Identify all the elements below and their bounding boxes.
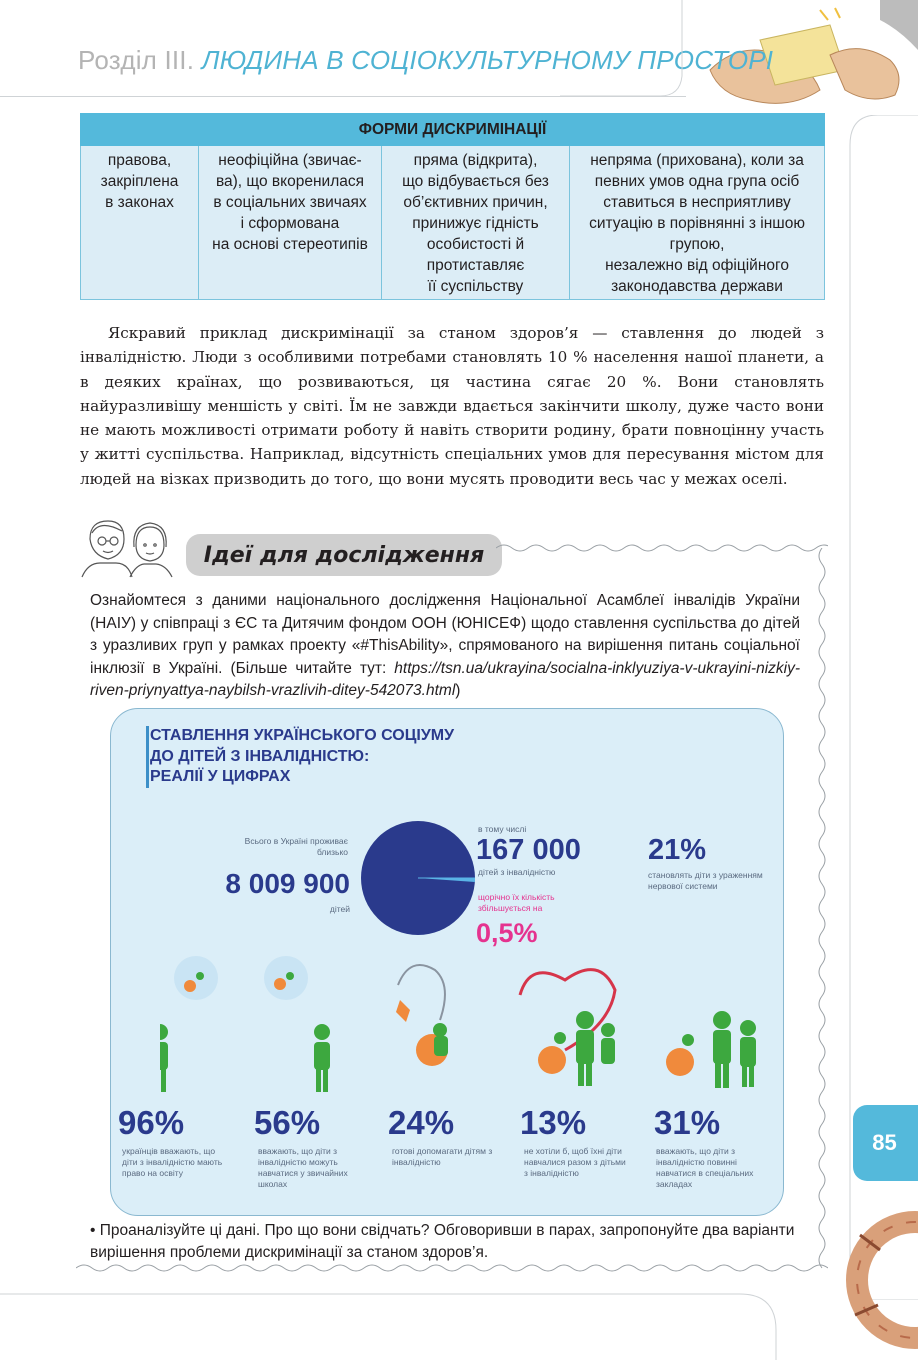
stat-96-caption: українців вважають, що діти з інвалідністю мають право на освіту <box>122 1146 223 1178</box>
infographic-title-bar <box>146 726 149 788</box>
stat-56-caption: вважають, що діти з інвалідністю можуть навчатися у звичайних школах <box>258 1146 348 1189</box>
population-circle <box>360 820 476 936</box>
table-cell-informal: неофіційна (звичає- ва), що вкоренилася в соціальних звичаях і сформована на основі стереотипів <box>199 146 382 300</box>
stat-96-value: 96% <box>118 1104 185 1141</box>
table-title: ФОРМИ ДИСКРИМІНАЦІЇ <box>81 114 825 146</box>
table-cell-legal: правова, закріплена в законах <box>81 146 199 300</box>
decline-caption: щорічно їх кількість збільшується на <box>478 892 555 913</box>
stat-13-caption: не хотіли б, щоб їхні діти навчалися разом з дітьми з інвалідністю <box>524 1146 626 1178</box>
section-title: ЛЮДИНА В СОЦІОКУЛЬТУРНОМУ ПРОСТОРІ <box>201 45 774 75</box>
right-stat-caption: становлять діти з ураженням нервової системи <box>648 870 763 891</box>
infographic-title <box>150 726 570 788</box>
discussion-question: • Проаналізуйте ці дані. Про що вони свідчать? Обговоривши в парах, запропонуйте два варіанти вирішення проблеми дискримінації за станом здоров’я. <box>90 1222 795 1261</box>
research-heading: Ідеї для дослідження <box>186 534 502 576</box>
stat-56-value: 56% <box>254 1104 321 1141</box>
header-corner-curve <box>560 0 690 97</box>
infographic-title-line-2: ДО ДІТЕЙ З ІНВАЛІДНІСТЮ: <box>150 747 370 765</box>
disabled-caption: в тому числі <box>478 824 527 834</box>
discrimination-forms-table <box>80 113 825 300</box>
stat-13-value: 13% <box>520 1104 587 1141</box>
stat-31-value: 31% <box>654 1104 721 1141</box>
section-prefix: Розділ ІІІ. <box>78 45 195 75</box>
hands-circle-illustration <box>820 1195 918 1360</box>
two-faces-icon <box>78 517 178 579</box>
header-divider <box>0 96 686 97</box>
decline-value: 0,5% <box>476 918 538 948</box>
table-cell-indirect: непряма (прихована), коли за певних умов одна група осіб ставиться в несприятливу ситуацію в порівнянні з іншою групою, незалежно від офіційного законодавства держави <box>570 146 825 300</box>
disabled-unit: дітей з інвалідністю <box>478 867 556 877</box>
infographic-title-line-3: РЕАЛІЇ У ЦИФРАХ <box>150 768 291 785</box>
wavy-border-right <box>810 548 834 1272</box>
research-intro <box>90 590 800 703</box>
infographic-title-line-1: СТАВЛЕННЯ УКРАЇНСЬКОГО СОЦІУМУ <box>150 727 455 744</box>
stat-24-value: 24% <box>388 1104 455 1141</box>
research-intro-text: Ознайомтеся з даними національного дослідження Національної Асамблеї інвалідів України (НАІУ) у співпраці з ЄС та Дитячим фондом ООН (ЮНІСЕФ) щодо ставлення суспільства до дітей з уразливих груп у рамках проекту «#ThisAbility», спрямованого на вирішення питань соціальної інклюзії в Україні. (Більше читайте тут: <box>90 592 800 677</box>
children-figures-illustration <box>160 950 780 1100</box>
disabled-value: 167 000 <box>476 834 581 866</box>
table-cell-direct: пряма (відкрита), що відбувається без об’єктивних причин, принижує гідність особистості й протиставляє її суспільству <box>382 146 570 300</box>
stat-31-caption: вважають, що діти з інвалідністю повинні навчатися в спеціальних закладах <box>656 1146 754 1189</box>
population-unit: дітей <box>329 904 350 914</box>
stat-24-caption: готові допомагати дітям з інвалідністю <box>392 1146 493 1167</box>
body-paragraph: Яскравий приклад дискримінації за станом здоров’я — ставлення до людей з інвалідністю. Люди з особливими потребами становлять 10 % населення нашої планети, а в деяких країнах, що розвиваються, ця частина сягає 20 %. Вони становлять найуразливішу меншість у світі. Їм не завжди вдається закінчити школу, дуже часто вони не мають можливості отримати роботу й навіть створити родину, брати повноцінну участь у житті суспільства. Наприклад, відсутність спеціальних умов для пересування містом для людей на візках призводить до того, що вони мусять проводити весь час у межах оселі. <box>80 324 824 488</box>
research-link[interactable]: https://tsn.ua/ukrayina/socialna-inklyuziya-v-ukrayini-nizkiy-riven-priynyattya-naybilsh-vrazlivih-ditey-542073.html <box>90 659 800 699</box>
right-stat-value: 21% <box>648 834 707 866</box>
footer-curve <box>0 1290 780 1360</box>
population-value: 8 009 900 <box>225 868 350 899</box>
wavy-border-top <box>496 536 828 556</box>
population-caption: Всього в Україні проживає близько <box>244 836 348 857</box>
research-intro-end: ) <box>455 682 461 699</box>
page-number: 85 <box>853 1105 918 1181</box>
